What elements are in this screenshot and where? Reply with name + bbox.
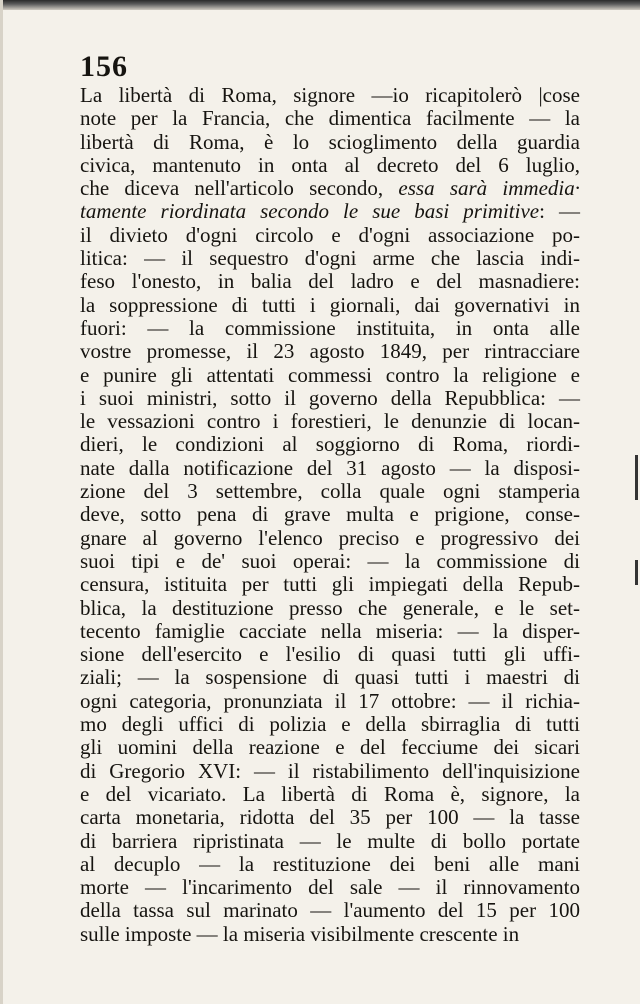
text-line (80, 830, 580, 853)
line-text: litica: — il sequestro d'ogni arme che lascia indi- (80, 246, 580, 271)
text-line (80, 736, 580, 759)
text-line (80, 690, 580, 713)
line-text: La libertà di Roma, signore —io ricapitolerò |cose (80, 83, 580, 107)
line-text: di barriera ripristinata — le multe di bollo portate (80, 828, 580, 853)
line-text: : — (539, 199, 580, 224)
line-text: vostre promesse, il 23 agosto 1849, per rintracciare (80, 339, 580, 364)
text-line (80, 107, 580, 130)
line-text: feso l'onesto, in balia del ladro e del masnadiere: (80, 269, 580, 294)
text-line (80, 480, 580, 503)
page-edge-mark (635, 455, 638, 500)
text-line (80, 154, 580, 177)
line-text: carta monetaria, ridotta del 35 per 100 — la tasse (80, 805, 580, 830)
text-line (80, 177, 580, 200)
line-text: zione del 3 settembre, colla quale ogni stamperia (80, 479, 580, 504)
line-text: ziali; — la sospensione di quasi tutti i maestri di (80, 665, 580, 690)
text-line (80, 643, 580, 666)
body-text (80, 84, 580, 946)
line-text: le vessazioni contro i forestieri, le denunzie di locan- (80, 409, 580, 434)
text-line (80, 247, 580, 270)
text-line (80, 317, 580, 340)
page-edge-mark (635, 560, 638, 585)
text-line (80, 527, 580, 550)
page-top-edge (0, 0, 640, 10)
line-text: gnare al governo l'elenco preciso e progressivo dei (80, 525, 580, 550)
line-text: blica, la destituzione presso che generale, e le set- (80, 595, 580, 620)
line-text: suoi tipi e de' suoi operai: — la commissione di (80, 548, 580, 573)
line-text: il divieto d'ogni circolo e d'ogni associazione po- (80, 222, 580, 247)
text-line (80, 876, 580, 899)
text-line (80, 783, 580, 806)
line-text: di Gregorio XVI: — il ristabilimento dell'inquisizione (80, 758, 580, 783)
text-line (80, 853, 580, 876)
text-line (80, 364, 580, 387)
line-text: censura, istituita per tutti gli impiegati della Repub- (80, 572, 580, 597)
text-line (80, 666, 580, 689)
line-text: civica, mantenuto in onta al decreto del 6 luglio, (80, 152, 580, 177)
text-line (80, 550, 580, 573)
text-line (80, 457, 580, 480)
text-line (80, 760, 580, 783)
line-text: gli uomini della reazione e del fecciume dei sicari (80, 735, 580, 760)
text-line (80, 270, 580, 293)
text-line (80, 713, 580, 736)
text-line (80, 923, 580, 946)
italic-text: essa sarà immedia· (398, 176, 580, 201)
text-line (80, 387, 580, 410)
line-text: ogni categoria, pronunziata il 17 ottobre: — il richia- (80, 688, 580, 713)
text-line (80, 340, 580, 363)
text-line (80, 200, 580, 223)
line-text: morte — l'incarimento del sale — il rinnovamento (80, 875, 580, 900)
line-text: tecento famiglie cacciate nella miseria: — la disper- (80, 618, 580, 643)
line-text: la soppressione di tutti i giornali, dai governativi in (80, 292, 580, 317)
line-text: sulle imposte — la miseria visibilmente crescente in (80, 921, 520, 946)
line-text: che diceva nell'articolo secondo, (80, 176, 399, 201)
text-line (80, 899, 580, 922)
text-line (80, 84, 580, 107)
line-text: nate dalla notificazione del 31 agosto — la disposi- (80, 455, 580, 480)
text-line (80, 573, 580, 596)
line-text: e punire gli attentati commessi contro la religione e (80, 362, 580, 387)
page-left-edge (0, 0, 3, 1004)
line-text: note per la Francia, che dimentica facilmente — la (80, 106, 580, 131)
line-text: al decuplo — la restituzione dei beni alle mani (80, 851, 580, 876)
text-line (80, 131, 580, 154)
line-text: della tassa sul marinato — l'aumento del 15 per 100 (80, 898, 580, 923)
line-text: sione dell'esercito e l'esilio di quasi tutti gli uffi- (80, 642, 580, 667)
text-line (80, 503, 580, 526)
line-text: fuori: — la commissione instituita, in onta alle (80, 315, 580, 340)
text-line (80, 433, 580, 456)
line-text: libertà di Roma, è lo scioglimento della guardia (80, 129, 580, 154)
page-number: 156 (80, 50, 128, 83)
text-line (80, 620, 580, 643)
line-text: dieri, le condizioni al soggiorno di Roma, riordi- (80, 432, 580, 457)
line-text: deve, sotto pena di grave multa e prigione, conse- (80, 502, 580, 527)
text-line (80, 410, 580, 433)
line-text: e del vicariato. La libertà di Roma è, signore, la (80, 781, 580, 806)
text-line (80, 294, 580, 317)
text-line (80, 597, 580, 620)
text-line (80, 806, 580, 829)
line-text: i suoi ministri, sotto il governo della Repubblica: — (80, 385, 580, 410)
text-line (80, 224, 580, 247)
line-text: mo degli uffici di polizia e della sbirraglia di tutti (80, 712, 580, 737)
italic-text: tamente riordinata secondo le sue basi primitive (80, 199, 540, 224)
